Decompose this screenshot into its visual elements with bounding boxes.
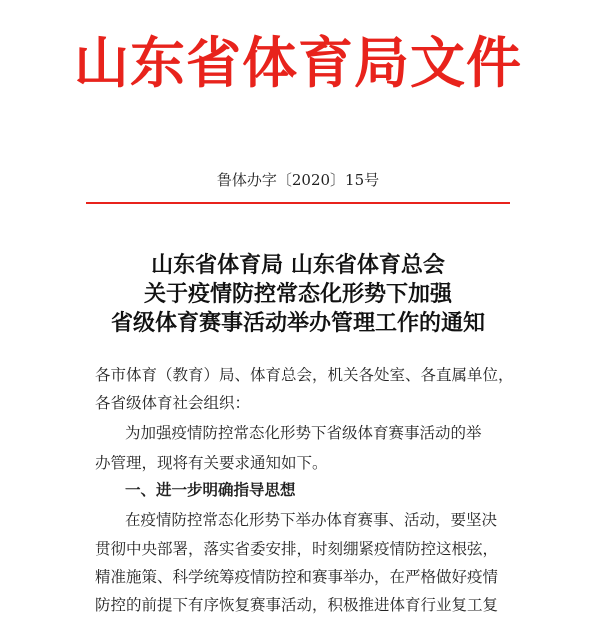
addressee-line-1: 各市体育（教育）局、体育总会，机关各处室、各直属单位， [95, 366, 514, 384]
notice-title-line-3: 省级体育赛事活动举办管理工作的通知 [110, 310, 485, 336]
notice-title-line-2: 关于疫情防控常态化形势下加强 [143, 281, 452, 307]
issuing-authority-title: 山东省体育局文件 [73, 31, 522, 95]
document-number: 鲁体办字〔2020〕15号 [216, 171, 380, 189]
paragraph-line-4: 防控的前提下有序恢复赛事活动，积极推进体育行业复工复 [95, 596, 499, 614]
addressee-line-2: 各省级体育社会组织： [95, 394, 251, 412]
paragraph-line-2: 贯彻中央部署，落实省委安排，时刻绷紧疫情防控这根弦， [95, 540, 499, 558]
red-divider-line [86, 202, 510, 204]
intro-line-1: 为加强疫情防控常态化形势下省级体育赛事活动的举 [125, 424, 482, 442]
paragraph-line-1: 在疫情防控常态化形势下举办体育赛事、活动，要坚决 [125, 511, 498, 529]
section-heading: 一、进一步明确指导思想 [125, 481, 296, 499]
intro-line-2: 办管理，现将有关要求通知如下。 [95, 454, 328, 472]
paragraph-line-3: 精准施策、科学统筹疫情防控和赛事举办，在严格做好疫情 [95, 568, 499, 586]
notice-title-line-1: 山东省体育局 山东省体育总会 [151, 252, 445, 278]
